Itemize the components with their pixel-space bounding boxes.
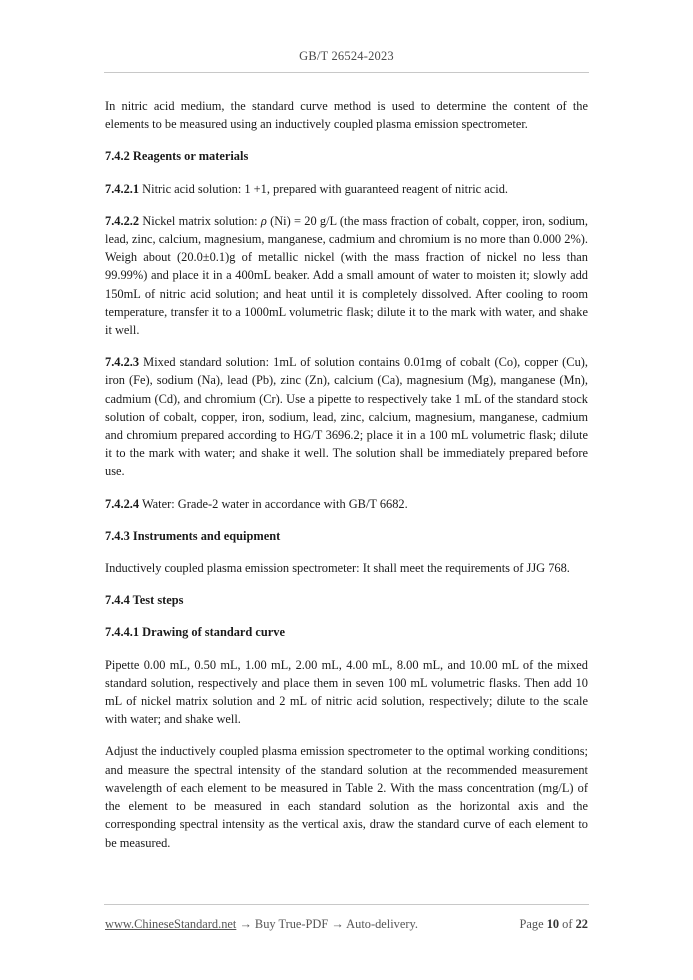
rho-symbol: ρ	[260, 213, 267, 228]
footer-divider	[104, 904, 589, 905]
page-indicator	[520, 917, 589, 932]
clause-7-4-2-4	[105, 495, 588, 513]
instruments-paragraph: Inductively coupled plasma emission spectrometer: It shall meet the requirements of JJG 768.	[105, 561, 570, 576]
clause-text: Nitric acid solution: 1 +1, prepared with guaranteed reagent of nitric acid.	[139, 181, 509, 196]
standard-curve-paragraph-2: Adjust the inductively coupled plasma emission spectrometer to the optimal working conditions; and measure the spectral intensity of the standard solution at the recommended measurement wavelength of each element to be measured in Table 2. With the mass concentration (mg/L) of the element to be measured in each standard solution as the horizontal axis and the corresponding spectral intensity as the vertical axis, draw the standard curve of each element to be measured.	[105, 744, 588, 850]
clause-7-4-2-3	[105, 353, 588, 480]
page-word: Page	[519, 917, 547, 931]
page-of: of	[559, 917, 576, 931]
site-link[interactable]: www.ChineseStandard.net	[105, 917, 237, 931]
section-7-4-4-1-heading: 7.4.4.1 Drawing of standard curve	[105, 625, 286, 640]
clause-text: Water: Grade-2 water in accordance with GB/T 6682.	[139, 496, 408, 511]
clause-number: 7.4.2.4	[105, 496, 140, 511]
page-current: 10	[546, 917, 560, 931]
header-divider	[104, 72, 589, 73]
section-7-4-3-heading: 7.4.3 Instruments and equipment	[105, 528, 281, 543]
section-7-4-2-heading: 7.4.2 Reagents or materials	[105, 149, 249, 164]
clause-number: 7.4.2.1	[105, 181, 140, 196]
section-7-4-4-heading: 7.4.4 Test steps	[105, 593, 184, 608]
clause-number: 7.4.2.3	[105, 355, 140, 370]
clause-text: (Ni) = 20 g/L (the mass fraction of cobalt, copper, iron, sodium, lead, zinc, calcium, magnesium, manganese, cadmium and chromium is no more than 0.000 2%). Weigh about (20.0±0.1)g of metallic nickel (with the mass fraction of nickel no less than 99.99%) and place it in a 400mL beaker. Add a small amount of water to moisten it; slowly add 150mL of nitric acid solution; and heat until it is completely dissolved. After cooling to room temperature, transfer it to a 1000mL volumetric flask; dilute it to the mark with water, and shake it well.	[105, 213, 588, 338]
clause-text-lead: Nickel matrix solution:	[139, 213, 261, 228]
clause-text: Mixed standard solution: 1mL of solution contains 0.01mg of cobalt (Co), copper (Cu), iron (Fe), sodium (Na), lead (Pb), zinc (Zn), calcium (Ca), magnesium (Mg), manganese (Mn), cadmium (Cd), and chromium (Cr). Use a pipette to respectively take 1 mL of the standard stock solution of cobalt, copper, iron, sodium, lead, zinc, calcium, magnesium, manganese, cadmium and chromium prepared according to HG/T 3696.2; place it in a 100 mL volumetric flask; dilute it to the mark with water; and shake it well. The solution shall be immediately prepared before use.	[105, 355, 588, 479]
clause-7-4-2-1	[105, 180, 588, 198]
document-code-header: GB/T 26524-2023	[299, 49, 394, 63]
intro-paragraph: In nitric acid medium, the standard curve method is used to determine the content of the elements to be measured using an inductively coupled plasma emission spectrometer.	[105, 99, 588, 132]
clause-7-4-2-2	[105, 212, 588, 339]
page-body	[105, 97, 588, 866]
clause-number: 7.4.2.2	[105, 213, 140, 228]
page-total: 22	[575, 917, 588, 931]
standard-curve-paragraph-1: Pipette 0.00 mL, 0.50 mL, 1.00 mL, 2.00 mL, 4.00 mL, 8.00 mL, and 10.00 mL of the mixed standard solution, respectively and place them in seven 100 mL volumetric flasks. Then add 10 mL of nickel matrix solution and 2 mL of nitric acid solution, respectively; dilute to the scale with water; and shake well.	[105, 657, 588, 727]
promo-text: → Buy True-PDF → Auto-delivery.	[236, 917, 418, 931]
footer-promo	[105, 917, 418, 932]
